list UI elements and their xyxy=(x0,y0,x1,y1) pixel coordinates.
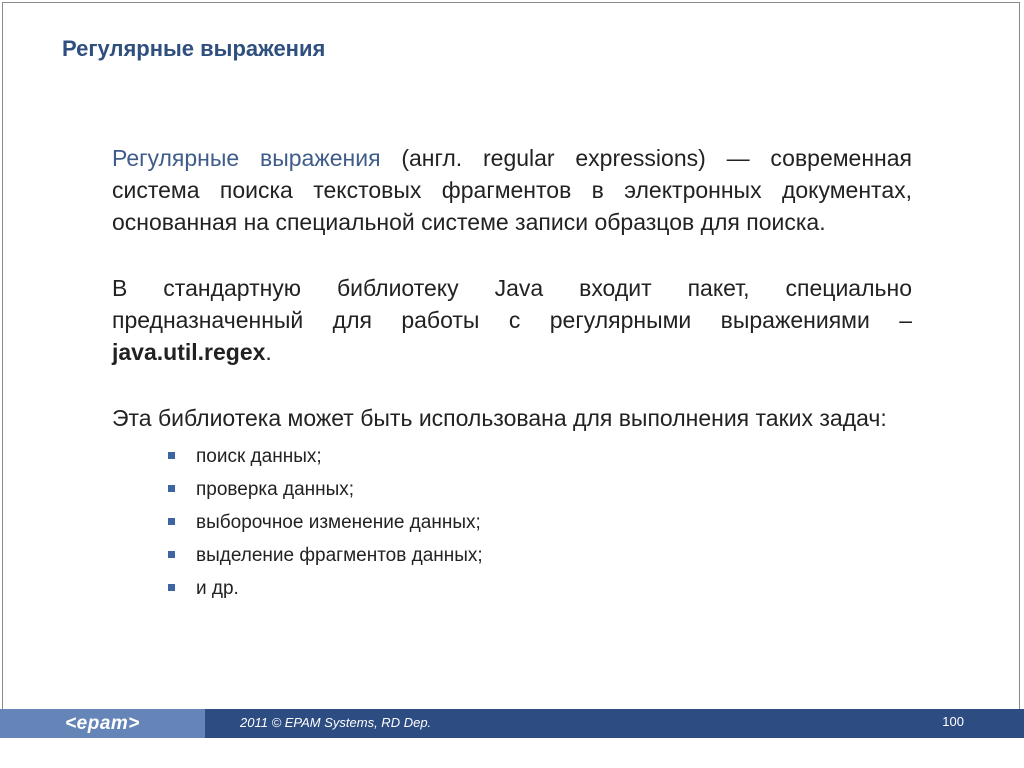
bottom-margin xyxy=(0,738,1024,768)
java-package-text: В стандартную библиотеку Java входит пакет, специально предназначенный для работы с регулярными выражениями – xyxy=(112,275,912,333)
square-bullet-icon xyxy=(168,551,175,558)
package-end: . xyxy=(265,339,272,365)
tasks-list xyxy=(112,440,912,605)
package-name: java.util.regex xyxy=(112,339,266,365)
square-bullet-icon xyxy=(168,518,175,525)
slide-content xyxy=(112,142,912,605)
square-bullet-icon xyxy=(168,452,175,459)
square-bullet-icon xyxy=(168,584,175,591)
slide-title: Регулярные выражения xyxy=(62,36,326,61)
list-item: выборочное изменение данных; xyxy=(196,506,912,539)
epam-logo: <epam> xyxy=(65,712,140,734)
list-item: проверка данных; xyxy=(196,473,912,506)
square-bullet-icon xyxy=(168,485,175,492)
slide-footer xyxy=(0,709,1024,738)
copyright-text: 2011 © EPAM Systems, RD Dep. xyxy=(240,715,432,730)
list-item: поиск данных; xyxy=(196,440,912,473)
paragraph-definition xyxy=(112,142,912,238)
page-number: 100 xyxy=(942,714,964,729)
paragraph-tasks-intro: Эта библиотека может быть использована для выполнения таких задач: xyxy=(112,405,887,431)
logo-box xyxy=(0,709,205,738)
list-item: выделение фрагментов данных; xyxy=(196,539,912,572)
definition-text: (англ. regular expressions) — современная система поиска текстовых фрагментов в электронных документах, основанная на специальной системе записи образцов для поиска. xyxy=(112,145,912,235)
paragraph-java-package xyxy=(112,272,912,368)
term-regular-expressions: Регулярные выражения xyxy=(112,145,381,171)
list-item: и др. xyxy=(196,572,912,605)
